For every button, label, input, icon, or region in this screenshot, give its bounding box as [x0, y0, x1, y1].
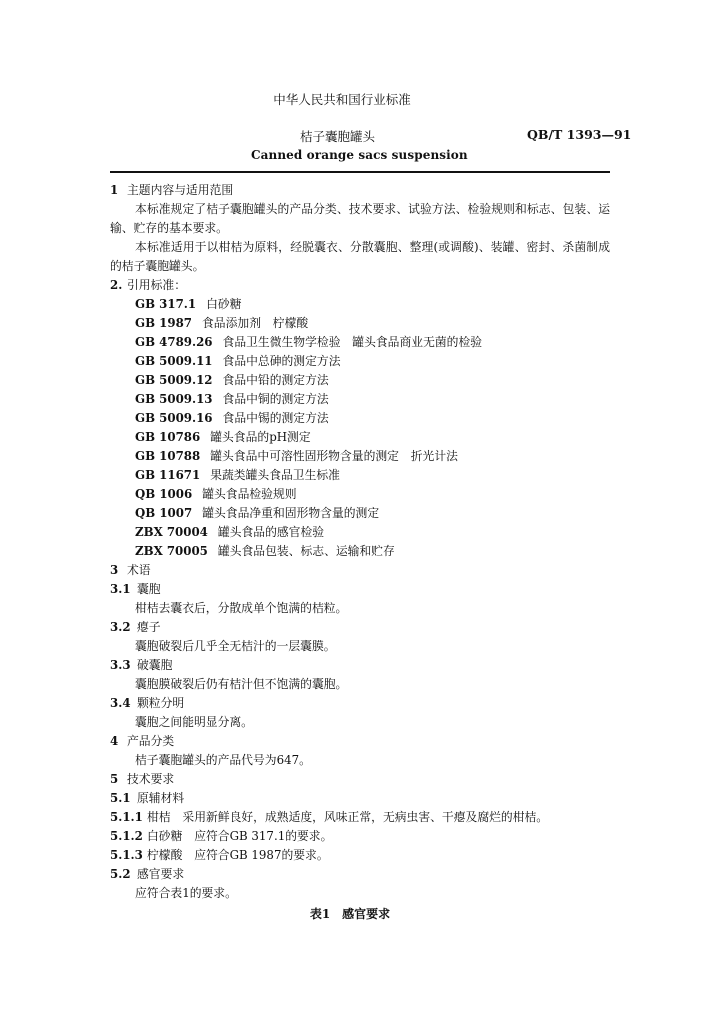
subsection-number: 3.1	[110, 582, 131, 596]
reference-code: QB 1007	[135, 506, 193, 520]
subsection-number: 5.2	[110, 867, 131, 881]
section-title: 术语	[127, 563, 151, 577]
subsection-title: 原辅材料	[137, 791, 185, 805]
reference-item	[110, 485, 610, 504]
clause-text: 柠檬酸 应符合GB 1987的要求。	[147, 848, 329, 862]
product-title: 桔子囊胞罐头	[300, 129, 376, 144]
section-title: 引用标准：	[127, 278, 186, 292]
reference-item	[110, 466, 610, 485]
section-title: 产品分类	[127, 734, 175, 748]
reference-title: 食品卫生微生物学检验 罐头食品商业无菌的检验	[222, 335, 483, 349]
reference-item	[110, 390, 610, 409]
reference-item	[110, 523, 610, 542]
reference-title: 罐头食品包装、标志、运输和贮存	[217, 544, 395, 558]
section-title: 主题内容与适用范围	[127, 183, 234, 197]
document-body	[110, 181, 610, 903]
english-title: Canned orange sacs suspension	[251, 148, 468, 162]
subsection-number: 3.4	[110, 696, 131, 710]
subsection-heading	[110, 656, 610, 675]
reference-title: 食品中锡的测定方法	[222, 411, 329, 425]
reference-code: GB 5009.11	[135, 354, 213, 368]
reference-item	[110, 504, 610, 523]
reference-title: 食品中铅的测定方法	[222, 373, 329, 387]
reference-title: 食品中铜的测定方法	[222, 392, 329, 406]
reference-item	[110, 371, 610, 390]
reference-code: QB 1006	[135, 487, 193, 501]
standard-type-heading: 中华人民共和国行业标准	[273, 92, 411, 107]
paragraph: 桔子囊胞罐头的产品代号为647。	[135, 753, 311, 767]
reference-title: 果蔬类罐头食品卫生标准	[210, 468, 340, 482]
table-caption: 表1 感官要求	[309, 907, 391, 921]
definition-text: 囊胞膜破裂后仍有桔汁但不饱满的囊胞。	[135, 677, 348, 691]
subsection-title: 颗粒分明	[137, 696, 185, 710]
subsection-heading	[110, 618, 610, 637]
definition-text: 柑桔去囊衣后，分散成单个饱满的桔粒。	[135, 601, 348, 615]
reference-code: GB 10788	[135, 449, 201, 463]
reference-item	[110, 447, 610, 466]
reference-code: ZBX 70004	[135, 525, 208, 539]
section-heading	[110, 732, 610, 751]
reference-title: 罐头食品检验规则	[202, 487, 297, 501]
reference-code: GB 4789.26	[135, 335, 213, 349]
definition-text: 囊胞破裂后几乎全无桔汁的一层囊膜。	[135, 639, 336, 653]
reference-title: 食品中总砷的测定方法	[222, 354, 341, 368]
section-number: 3	[110, 563, 119, 577]
clause-number: 5.1.3	[110, 848, 143, 862]
clause-text: 白砂糖 应符合GB 317.1的要求。	[147, 829, 333, 843]
reference-item	[110, 333, 610, 352]
reference-item	[110, 409, 610, 428]
reference-title: 罐头食品的感官检验	[217, 525, 325, 539]
clause-item	[110, 808, 610, 827]
reference-title: 白砂糖	[206, 297, 242, 311]
section-heading	[110, 561, 610, 580]
section-heading	[110, 181, 610, 200]
reference-code: GB 5009.16	[135, 411, 213, 425]
section-number: 2.	[110, 278, 123, 292]
subsection-number: 3.2	[110, 620, 131, 634]
reference-code: GB 1987	[135, 316, 192, 330]
reference-code: GB 5009.12	[135, 373, 213, 387]
paragraph: 本标准适用于以柑桔为原料，经脱囊衣、分散囊胞、整理(或调酸)、装罐、密封、杀菌制成的桔子囊胞罐头。	[110, 240, 610, 273]
clause-item	[110, 846, 610, 865]
reference-code: GB 11671	[135, 468, 201, 482]
section-heading	[110, 770, 610, 789]
reference-item	[110, 352, 610, 371]
section-number: 5	[110, 772, 119, 786]
definition-text: 囊胞之间能明显分离。	[135, 715, 253, 729]
section-heading	[110, 276, 610, 295]
clause-number: 5.1.2	[110, 829, 143, 843]
subsection-number: 3.3	[110, 658, 131, 672]
paragraph: 应符合表1的要求。	[135, 886, 237, 900]
reference-title: 罐头食品净重和固形物含量的测定	[202, 506, 380, 520]
reference-code: GB 10786	[135, 430, 201, 444]
subsection-title: 破囊胞	[137, 658, 173, 672]
subsection-heading	[110, 694, 610, 713]
subsection-title: 感官要求	[137, 867, 185, 881]
section-number: 1	[110, 183, 119, 197]
clause-number: 5.1.1	[110, 810, 143, 824]
reference-item	[110, 295, 610, 314]
subsection-heading	[110, 580, 610, 599]
subsection-title: 囊胞	[137, 582, 161, 596]
section-number: 4	[110, 734, 119, 748]
clause-item	[110, 827, 610, 846]
clause-text: 柑桔 采用新鲜良好，成熟适度，风味正常，无病虫害、干瘪及腐烂的柑桔。	[147, 810, 549, 824]
reference-title: 罐头食品中可溶性固形物含量的测定 折光计法	[210, 449, 458, 463]
reference-code: ZBX 70005	[135, 544, 208, 558]
reference-item	[110, 428, 610, 447]
subsection-heading	[110, 789, 610, 808]
reference-item	[110, 542, 610, 561]
reference-code: GB 317.1	[135, 297, 197, 311]
reference-title: 罐头食品的pH测定	[210, 430, 311, 444]
reference-title: 食品添加剂 柠檬酸	[202, 316, 309, 330]
subsection-heading	[110, 865, 610, 884]
section-title: 技术要求	[127, 772, 175, 786]
reference-code: GB 5009.13	[135, 392, 213, 406]
subsection-title: 瘪子	[137, 620, 161, 634]
header-divider	[110, 171, 610, 173]
paragraph: 本标准规定了桔子囊胞罐头的产品分类、技术要求、试验方法、检验规则和标志、包装、运输、贮存的基本要求。	[110, 202, 610, 235]
subsection-number: 5.1	[110, 791, 131, 805]
standard-code: QB/T 1393—91	[527, 127, 632, 142]
reference-item	[110, 314, 610, 333]
